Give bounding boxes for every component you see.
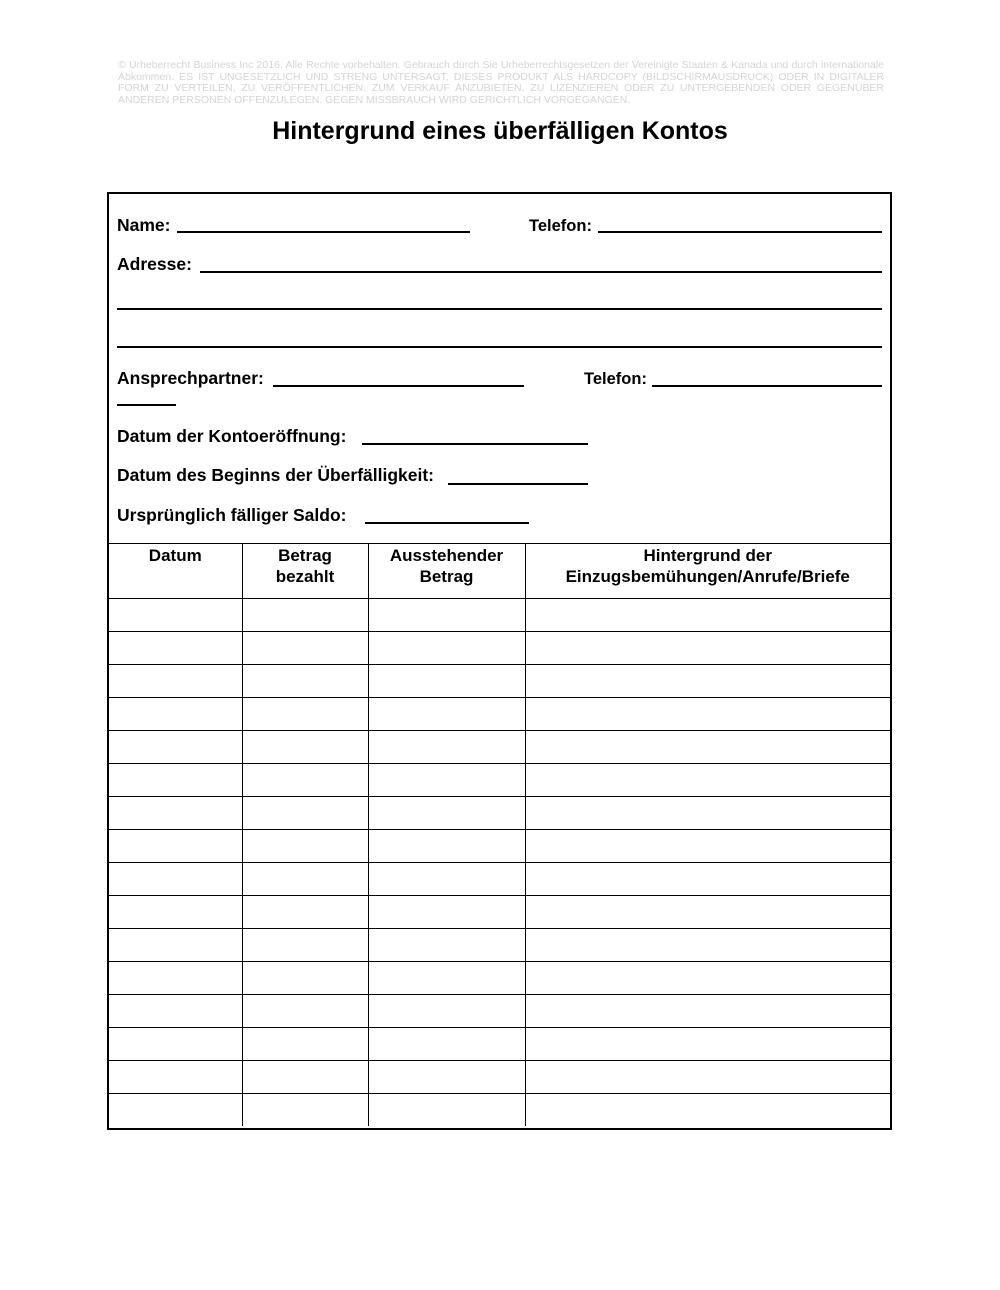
table-cell[interactable] — [368, 1028, 525, 1061]
table-row — [109, 698, 890, 731]
copyright-notice: © Urheberrecht Business Inc 2016. Alle Rechte vorbehalten. Gebrauch durch Sie Urheberrechtsgesetzen der Vereinigte Staaten & Kanada und durch internationale Abkommen. ES IST UNGESETZLICH UND STRENG UNTERSAGT, DIESES PRODUKT ALS HARDCOPY (BILDSCHIRMAUSDRUCK) ODER IN DIGITALER FORM ZU VERTEILEN, ZU VERÖFFENTLICHEN, ZUM VERKAUF ANZUBIETEN, ZU LIZENZIEREN ODER ZU UNTERGEBENDEN ODER GEGENÜBER ANDEREN PERSONEN OFFENZULEGEN. GEGEN MISSBRAUCH WIRD GERICHTLICH VORGEGANGEN. — [118, 59, 884, 106]
table-cell[interactable] — [242, 830, 368, 863]
table-row — [109, 995, 890, 1028]
table-cell[interactable] — [109, 929, 242, 962]
telefon-field[interactable] — [598, 231, 882, 233]
table-cell[interactable] — [109, 995, 242, 1028]
name-field[interactable] — [177, 231, 470, 233]
table-cell[interactable] — [368, 962, 525, 995]
ansprechpartner-label: Ansprechpartner: — [117, 368, 264, 388]
table-cell[interactable] — [109, 632, 242, 665]
kontoeroeffnung-field[interactable] — [362, 443, 588, 445]
kontoeroeffnung-label: Datum der Kontoeröffnung: — [117, 426, 347, 446]
table-cell[interactable] — [242, 896, 368, 929]
adresse-field-line-2[interactable] — [117, 308, 882, 310]
table-cell[interactable] — [109, 1028, 242, 1061]
table-cell[interactable] — [109, 1061, 242, 1094]
table-cell[interactable] — [109, 896, 242, 929]
table-cell[interactable] — [109, 962, 242, 995]
table-cell[interactable] — [109, 797, 242, 830]
table-cell[interactable] — [368, 599, 525, 632]
table-cell[interactable] — [525, 599, 890, 632]
table-header-row — [109, 544, 890, 599]
table-cell[interactable] — [368, 929, 525, 962]
table-row — [109, 962, 890, 995]
table-cell[interactable] — [242, 698, 368, 731]
column-header-betrag-bezahlt: Betrag bezahlt — [242, 544, 368, 599]
table-cell[interactable] — [525, 698, 890, 731]
telefon-2-field[interactable] — [652, 385, 882, 387]
table-row — [109, 764, 890, 797]
table-cell[interactable] — [525, 632, 890, 665]
table-row — [109, 731, 890, 764]
table-cell[interactable] — [242, 764, 368, 797]
table-cell[interactable] — [525, 1061, 890, 1094]
table-cell[interactable] — [525, 764, 890, 797]
table-cell[interactable] — [109, 764, 242, 797]
table-cell[interactable] — [525, 797, 890, 830]
ueberfaelligkeit-field[interactable] — [448, 483, 588, 485]
ansprechpartner-field[interactable] — [273, 385, 524, 387]
table-row — [109, 1094, 890, 1127]
table-row — [109, 797, 890, 830]
table-cell[interactable] — [242, 599, 368, 632]
table-cell[interactable] — [242, 1094, 368, 1127]
table-cell[interactable] — [109, 863, 242, 896]
table-cell[interactable] — [242, 995, 368, 1028]
table-row — [109, 632, 890, 665]
table-cell[interactable] — [368, 863, 525, 896]
table-cell[interactable] — [525, 830, 890, 863]
table-cell[interactable] — [242, 863, 368, 896]
table-cell[interactable] — [368, 896, 525, 929]
table-cell[interactable] — [368, 797, 525, 830]
table-cell[interactable] — [109, 665, 242, 698]
saldo-label: Ursprünglich fälliger Saldo: — [117, 505, 347, 525]
table-row — [109, 896, 890, 929]
table-cell[interactable] — [368, 731, 525, 764]
table-cell[interactable] — [109, 731, 242, 764]
table-cell[interactable] — [109, 599, 242, 632]
table-row — [109, 665, 890, 698]
telefon-label: Telefon: — [529, 217, 592, 235]
table-cell[interactable] — [368, 764, 525, 797]
table-cell[interactable] — [525, 929, 890, 962]
table-cell[interactable] — [242, 1028, 368, 1061]
table-cell[interactable] — [525, 731, 890, 764]
table-cell[interactable] — [242, 1061, 368, 1094]
table-cell[interactable] — [109, 1094, 242, 1127]
table-row — [109, 830, 890, 863]
table-cell[interactable] — [525, 863, 890, 896]
table-cell[interactable] — [525, 1094, 890, 1127]
table-cell[interactable] — [368, 995, 525, 1028]
adresse-field-line-3[interactable] — [117, 346, 882, 348]
table-cell[interactable] — [242, 665, 368, 698]
page-title: Hintergrund eines überfälligen Kontos — [272, 117, 728, 145]
table-cell[interactable] — [242, 929, 368, 962]
adresse-field-line-1[interactable] — [200, 271, 882, 273]
table-cell[interactable] — [525, 1028, 890, 1061]
table-cell[interactable] — [109, 830, 242, 863]
ueberfaelligkeit-label: Datum des Beginns der Überfälligkeit: — [117, 465, 435, 485]
table-row — [109, 1028, 890, 1061]
table-cell[interactable] — [525, 962, 890, 995]
form-box — [107, 192, 892, 1130]
table-cell[interactable] — [368, 665, 525, 698]
table-cell[interactable] — [525, 665, 890, 698]
column-header-datum: Datum — [109, 544, 242, 599]
table-cell[interactable] — [242, 731, 368, 764]
column-header-hintergrund: Hintergrund der Einzugsbemühungen/Anrufe/Briefe — [525, 544, 890, 599]
table-row — [109, 929, 890, 962]
adresse-label: Adresse: — [117, 254, 192, 274]
table-cell[interactable] — [525, 995, 890, 1028]
saldo-field[interactable] — [365, 522, 529, 524]
table-cell[interactable] — [109, 698, 242, 731]
telefon-2-label: Telefon: — [584, 370, 647, 388]
table-row — [109, 599, 890, 632]
column-header-ausstehender-betrag: Ausstehender Betrag — [368, 544, 525, 599]
table-cell[interactable] — [368, 1061, 525, 1094]
table-cell[interactable] — [525, 896, 890, 929]
table-cell[interactable] — [368, 1094, 525, 1127]
table-cell[interactable] — [368, 632, 525, 665]
table-cell[interactable] — [242, 962, 368, 995]
table-row — [109, 1061, 890, 1094]
table-row — [109, 863, 890, 896]
table-cell[interactable] — [242, 632, 368, 665]
ledger-table — [109, 543, 890, 1126]
table-cell[interactable] — [242, 797, 368, 830]
table-cell[interactable] — [368, 698, 525, 731]
ansprechpartner-field-continuation[interactable] — [117, 404, 176, 406]
name-label: Name: — [117, 215, 171, 235]
ledger-body — [109, 599, 890, 1127]
table-cell[interactable] — [368, 830, 525, 863]
